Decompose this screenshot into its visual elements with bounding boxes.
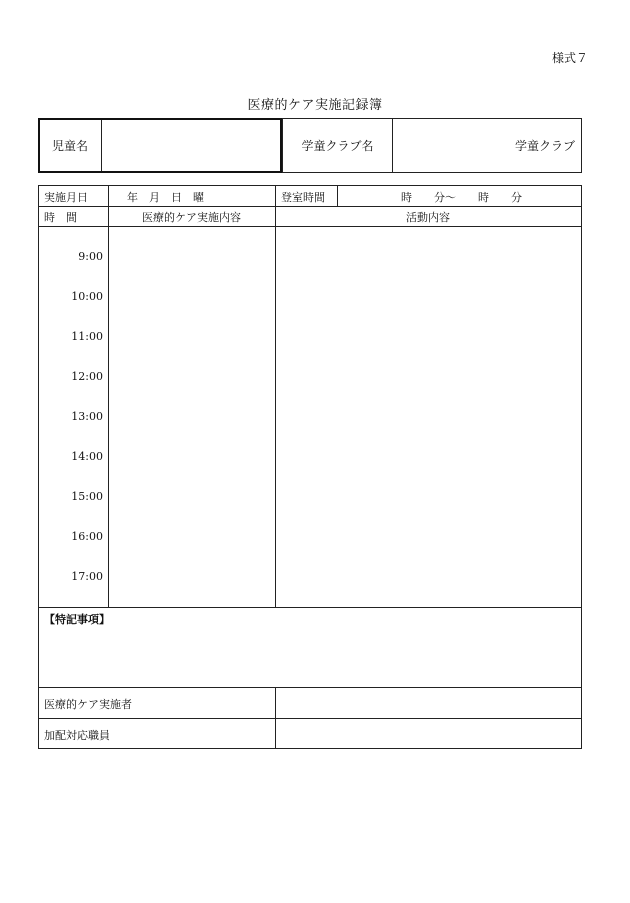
time-slot-label: 12:00: [71, 370, 103, 383]
time-slot-label: 9:00: [78, 250, 103, 263]
col-divider: [275, 206, 276, 607]
row-divider: [39, 687, 581, 688]
time-slot-label: 14:00: [71, 450, 103, 463]
row-divider: [39, 718, 581, 719]
time-column-header: 時 間: [44, 211, 77, 224]
club-name-field[interactable]: 学童クラブ: [392, 119, 581, 172]
col-divider: [275, 186, 276, 206]
time-slot-label: 11:00: [71, 330, 103, 343]
col-divider: [337, 186, 338, 206]
col-divider: [108, 206, 109, 607]
activity-column-header: 活動内容: [406, 211, 450, 224]
attendance-field[interactable]: 時 分～ 時 分: [401, 191, 522, 204]
care-column-header: 医療的ケア実施内容: [142, 211, 241, 224]
notes-label: 【特記事項】: [44, 613, 110, 626]
club-name-label: 学童クラブ名: [282, 119, 392, 172]
time-slot-label: 17:00: [71, 570, 103, 583]
time-slot-label: 15:00: [71, 490, 103, 503]
col-divider: [108, 186, 109, 206]
row-divider: [39, 607, 581, 608]
time-slot-label: 16:00: [71, 530, 103, 543]
child-name-box-border: [38, 118, 282, 173]
time-slot-label: 13:00: [71, 410, 103, 423]
row-divider: [39, 226, 581, 227]
page-title: 医療的ケア実施記録簿: [247, 98, 383, 113]
col-divider: [275, 687, 276, 749]
support-staff-label: 加配対応職員: [44, 729, 110, 742]
record-table: [38, 185, 582, 749]
attendance-label: 登室時間: [281, 191, 325, 204]
date-label: 実施月日: [44, 191, 88, 204]
form-number: 様式７: [552, 51, 589, 65]
row-divider: [39, 206, 581, 207]
time-slot-label: 10:00: [71, 290, 103, 303]
care-provider-label: 医療的ケア実施者: [44, 698, 132, 711]
date-field[interactable]: 年 月 日 曜: [127, 191, 204, 204]
child-name-label: 児童名: [51, 139, 88, 153]
